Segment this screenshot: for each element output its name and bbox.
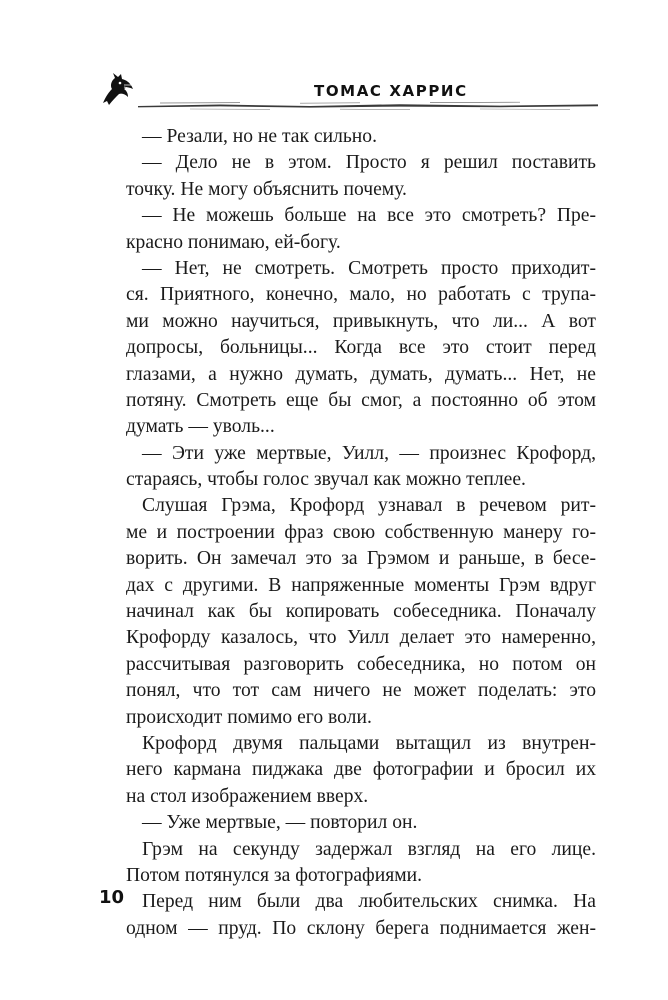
- text-line: Крофорду казалось, что Уилл делает это намеренно,: [126, 627, 596, 649]
- text-line: — Дело не в этом. Просто я решил поставить: [142, 152, 596, 174]
- text-line: Перед ним были два любительских снимка. На: [142, 891, 596, 913]
- text-line: — Резали, но не так сильно.: [142, 126, 377, 147]
- header-brush-rule: [100, 99, 600, 111]
- text-line: ся. Приятного, конечно, мало, но работать с трупа-: [126, 284, 596, 306]
- text-line: стараясь, чтобы голос звучал как можно теплее.: [126, 469, 526, 491]
- text-line: ми можно научиться, привыкнуть, что ли... А вот: [126, 310, 596, 332]
- body-text: [126, 124, 596, 942]
- text-line: красно понимаю, ей-богу.: [126, 231, 341, 253]
- text-line: происходит помимо его воли.: [126, 706, 372, 728]
- text-line: понял, что тот сам ничего не может поделать: это: [126, 680, 596, 702]
- text-line: — Не можешь больше на все это смотреть? Пре-: [142, 205, 596, 227]
- text-line: ворить. Он замечал это за Грэмом и раньше, в бесе-: [126, 548, 596, 570]
- text-line: Потом потянулся за фотографиями.: [126, 864, 423, 886]
- text-line: точку. Не могу объяснить почему.: [126, 178, 407, 200]
- text-line: начинал как бы копировать собеседника. Поначалу: [126, 601, 596, 623]
- text-line: рассчитывая разговорить собеседника, но потом он: [126, 653, 596, 675]
- text-line: — Нет, не смотреть. Смотреть просто приходит-: [142, 257, 596, 279]
- text-line: одном — пруд. По склону берега поднимается жен-: [126, 917, 596, 939]
- text-line: думать — уволь...: [126, 416, 275, 438]
- text-line: Крофорд двумя пальцами вытащил из внутрен-: [142, 732, 596, 754]
- text-line: — Уже мертвые, — повторил он.: [142, 812, 418, 834]
- page-number: 10: [99, 887, 125, 908]
- running-header: [100, 72, 600, 122]
- text-line: Грэм на секунду задержал взгляд на его лице.: [142, 838, 596, 860]
- text-line: потяну. Смотреть еще бы смог, а постоянно об этом: [126, 389, 596, 411]
- text-line: допросы, больницы... Когда все это стоит перед: [126, 337, 596, 359]
- text-line: — Эти уже мертвые, Уилл, — произнес Крофорд,: [142, 442, 596, 464]
- text-line: ме и построении фраз свою собственную манеру го-: [126, 521, 596, 543]
- text-line: дах с другими. В напряженные моменты Грэм вдруг: [126, 574, 596, 596]
- running-header-author: ТОМАС ХАРРИС: [314, 82, 468, 100]
- text-line: него кармана пиджака две фотографии и бросил их: [126, 759, 596, 781]
- text-line: на стол изображением вверх.: [126, 785, 369, 807]
- text-line: Слушая Грэма, Крофорд узнавал в речевом рит-: [142, 495, 596, 517]
- text-line: глазами, а нужно думать, думать, думать... Нет, не: [126, 363, 596, 385]
